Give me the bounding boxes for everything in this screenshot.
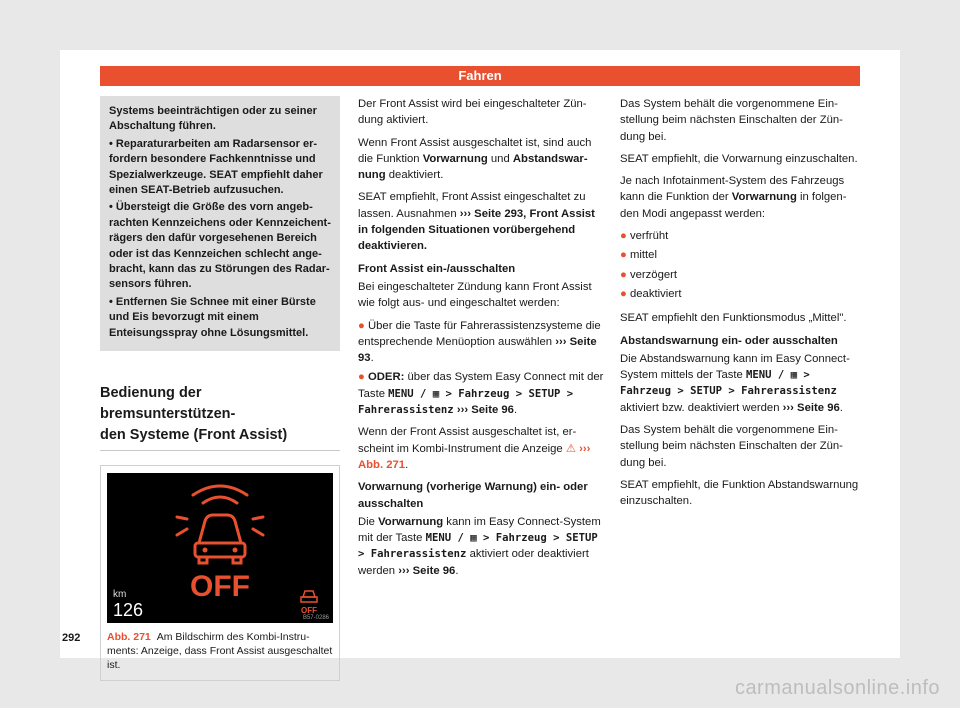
paragraph: Bei eingeschalteter Zündung kann Front Assist wie folgt aus- und eingeschaltet werden:: [358, 280, 592, 310]
subheading: Front Assist ein-/ausschalten: [358, 262, 516, 275]
paragraph: SEAT empfiehlt, Front Assist eingeschaltet zu lassen. Ausnahmen ››› Seite 293, Front Assist in folgenden Situationen vorübergehend deaktivieren.: [358, 191, 595, 253]
mode-item: ● mittel: [620, 249, 657, 262]
paragraph: Wenn Front Assist ausgeschaltet ist, sind auch die Funktion Vorwarnung und Abstandswarnung deaktiviert.: [358, 136, 592, 182]
instrument-cluster-image: [107, 473, 333, 623]
warning-text: Systems beeinträchtigen oder zu seiner Abschaltung führen.: [109, 105, 317, 133]
warning-bullet: • Übersteigt die Größe des vorn angebrachten Kennzeichens oder Kennzeichenträgers den dafür vorgesehenen Bereich oder ist das Kennzeichen schlecht angebracht, kann das zu Störungen des Radarsensors führen.: [109, 201, 331, 291]
paragraph: Wenn der Front Assist ausgeschaltet ist, erscheint im Kombi-Instrument die Anzeige ⚠ ››› Abb. 271.: [358, 426, 591, 471]
paragraph: Das System behält die vorgenommene Einstellung beim nächsten Einschalten der Zündung bei.: [620, 98, 843, 143]
page-reference-link[interactable]: ››› Seite 93: [358, 335, 597, 365]
front-assist-off-illustration: [107, 473, 333, 623]
page-reference-link[interactable]: ››› Seite 293, Front Assist in folgenden Situationen vorübergehend deaktivieren.: [358, 207, 595, 253]
warning-box: [100, 96, 340, 351]
section-title: Bedienung der bremsunterstützen- den Systeme (Front Assist): [100, 383, 340, 451]
subheading: Abstandswarnung ein- oder ausschalten: [620, 334, 838, 347]
page-reference-link[interactable]: ››› Seite 96: [398, 564, 456, 577]
figure-caption: Abb. 271 Am Bildschirm des Kombi-Instruments: Anzeige, dass Front Assist ausgeschaltet ist.: [107, 631, 333, 672]
mode-item: ● verzögert: [620, 268, 678, 281]
figure-reference-link[interactable]: ››› Abb. 271: [358, 442, 591, 471]
watermark: carmanualsonline.info: [734, 677, 940, 699]
warning-bullet: • Reparaturarbeiten am Radarsensor erfordern besondere Fachkenntnisse und Spezialwerkzeuge. SEAT empfiehlt daher einen SEAT-Betrieb aufzusuchen.: [109, 137, 323, 197]
off-label: OFF: [190, 570, 250, 604]
km-unit: km: [113, 589, 127, 601]
page-reference-link[interactable]: ››› Seite 96: [456, 404, 514, 417]
warning-bullet: • Entfernen Sie Schnee mit einer Bürste und Eis bevorzugt mit einem Enteisungsspray ohne Lösungsmittel.: [109, 295, 316, 339]
subheading: Vorwarnung (vorherige Warnung) ein- oder ausschalten: [358, 481, 588, 510]
page-number: 292: [62, 632, 81, 644]
front-assist-indicator-icon: ⚠: [565, 442, 576, 455]
paragraph: Die Abstandswarnung kann im Easy Connect-System mittels der Taste MENU / ▦ > Fahrzeug > SETUP > Fahrerassistenz aktiviert bzw. deaktiviert werden ››› Seite 96.: [620, 352, 850, 414]
figure-code: B57-0286: [302, 615, 329, 622]
list-item: ● ODER: über das System Easy Connect mit der Taste MENU / ▦ > Fahrzeug > SETUP > Fahrerassistenz ››› Seite 96.: [358, 371, 604, 417]
mode-item: ● verfrüht: [620, 230, 669, 243]
mode-item: ● deaktiviert: [620, 287, 682, 300]
page-content: [100, 96, 860, 672]
paragraph: Je nach Infotainment-System des Fahrzeugs kann die Funktion der Vorwarnung in folgenden Modi angepasst werden:: [620, 175, 847, 220]
chapter-header: Fahren: [100, 66, 860, 86]
column-right: [620, 96, 860, 516]
paragraph: SEAT empfiehlt, die Funktion Abstandswarnung einzuschalten.: [620, 478, 859, 508]
paragraph: Der Front Assist wird bei eingeschalteter Zündung aktiviert.: [358, 98, 587, 127]
paragraph: Die Vorwarnung kann im Easy Connect-System mit der Taste MENU / ▦ > Fahrzeug > SETUP > Fahrerassistenz aktiviert oder deaktiviert werden ››› Seite 96.: [358, 515, 601, 577]
paragraph: Das System behält die vorgenommene Einstellung beim nächsten Einschalten der Zündung bei.: [620, 424, 843, 469]
paragraph: SEAT empfiehlt, die Vorwarnung einzuschalten.: [620, 152, 858, 165]
page-reference-link[interactable]: ››› Seite 96: [782, 401, 840, 414]
list-item: ● Über die Taste für Fahrerassistenzsysteme die entsprechende Menüoption auswählen ››› Seite 93.: [358, 319, 601, 365]
column-middle: [358, 96, 606, 585]
small-off-label: OFF: [301, 606, 317, 616]
paragraph: SEAT empfiehlt den Funktionsmodus „Mittel".: [620, 312, 847, 325]
figure-271: [100, 465, 340, 681]
column-left: [100, 96, 340, 681]
odometer-value: 126: [113, 600, 144, 621]
